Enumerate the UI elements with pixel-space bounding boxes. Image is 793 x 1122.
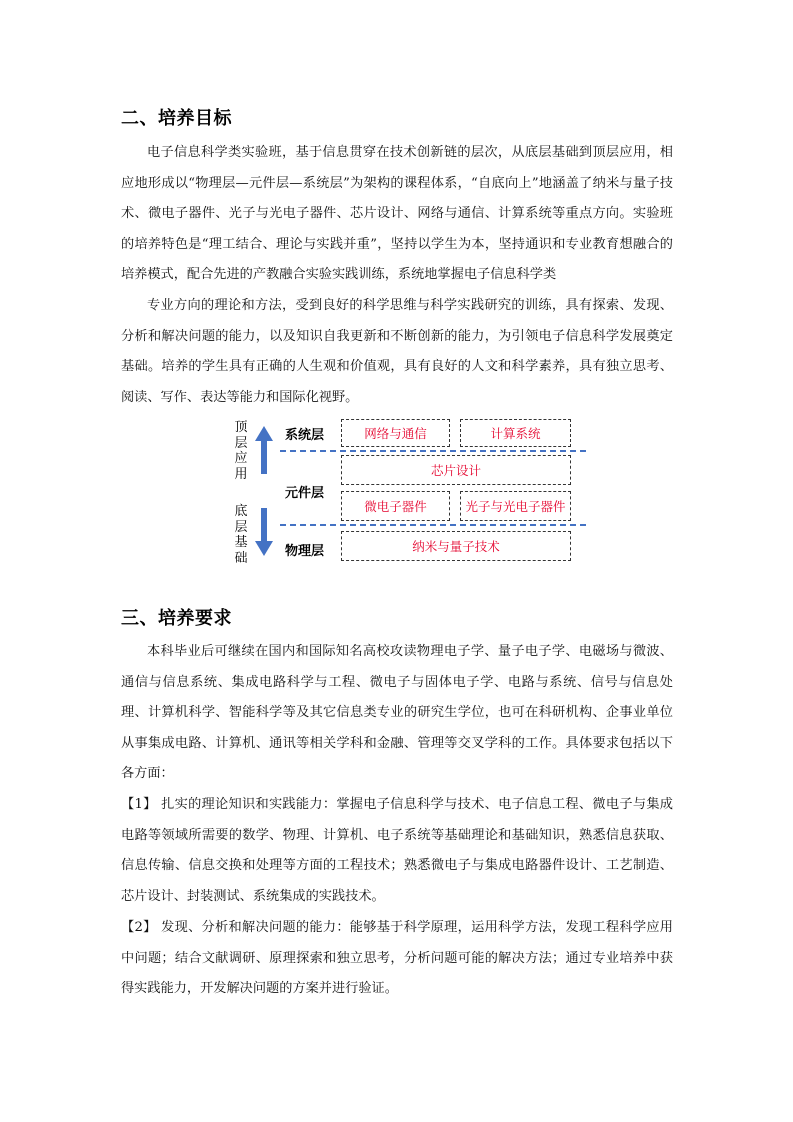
chip-design-box: 芯片设计 (341, 455, 571, 485)
requirement-item-2: 【2】 发现、分析和解决问题的能力：能够基于科学原理，运用科学方法，发现工程科学应用中问题；结合文献调研、原理探索和独立思考，分析问题可能的解决方法；通过专业培养中获得实践能力，开发解决问题的方案并进行验证。 (121, 920, 673, 997)
top-application-label: 顶层应用 (234, 420, 248, 482)
component-physical-divider (280, 524, 586, 526)
section-3-intro: 本科毕业后可继续在国内和国际知名高校攻读物理电子学、量子电子学、电磁场与微波、通信与信息系统、集成电路科学与工程、微电子与固体电子学、电路与系统、信号与信息处理、计算机科学、智能科学等及其它信息类专业的研究生学位，也可在科研机构、企事业单位从事集成电路、计算机、通讯等相关学科和金融、管理等交叉学科的工作。具体要求包括以下各方面： (121, 644, 673, 782)
requirement-item-1: 【1】 扎实的理论知识和实践能力：掌握电子信息科学与技术、电子信息工程、微电子与集成电路等领域所需要的数学、物理、计算机、电子系统等基础理论和基础知识，熟悉信息获取、信息传输、信息交换和处理等方面的工程技术；熟悉微电子与集成电路器件设计、工艺制造、芯片设计、封装测试、系统集成的实践技术。 (121, 797, 673, 904)
network-communication-box: 网络与通信 (341, 419, 450, 447)
component-layer-label: 元件层 (285, 486, 325, 501)
system-component-divider (280, 450, 586, 452)
section-2-title: 二、培养目标 (121, 108, 232, 129)
architecture-diagram (228, 412, 588, 572)
section-2-paragraph-2: 专业方向的理论和方法，受到良好的科学思维与科学实践研究的训练，具有探索、发现、分析和解决问题的能力，以及知识自我更新和不断创新的能力，为引领电子信息科学发展奠定基础。培养的学生具有正确的人生观和价值观，具有良好的人文和科学素养，具有独立思考、阅读、写作、表达等能力和国际化视野。 (121, 298, 673, 405)
microelectronic-device-box: 微电子器件 (341, 491, 450, 521)
computing-system-box: 计算系统 (460, 419, 571, 447)
down-arrow-icon (255, 508, 273, 556)
nano-quantum-box: 纳米与量子技术 (341, 531, 571, 561)
bottom-foundation-label: 底层基础 (234, 504, 248, 566)
up-arrow-icon (255, 426, 273, 474)
physical-layer-label: 物理层 (285, 544, 325, 559)
section-2-paragraph-1: 电子信息科学类实验班，基于信息贯穿在技术创新链的层次，从底层基础到顶层应用，相应地形成以“物理层—元件层—系统层”为架构的课程体系，“自底向上”地涵盖了纳米与量子技术、微电子器件、光子与光电子器件、芯片设计、网络与通信、计算系统等重点方向。实验班的培养特色是“理工结合、理论与实践并重”，坚持以学生为本，坚持通识和专业教育想融合的培养模式，配合先进的产教融合实验实践训练，系统地掌握电子信息科学类 (121, 145, 673, 283)
system-layer-label: 系统层 (285, 428, 325, 443)
section-3-title: 三、培养要求 (121, 608, 232, 629)
photonic-device-box: 光子与光电子器件 (460, 491, 571, 521)
arrow-graphic (254, 426, 274, 556)
